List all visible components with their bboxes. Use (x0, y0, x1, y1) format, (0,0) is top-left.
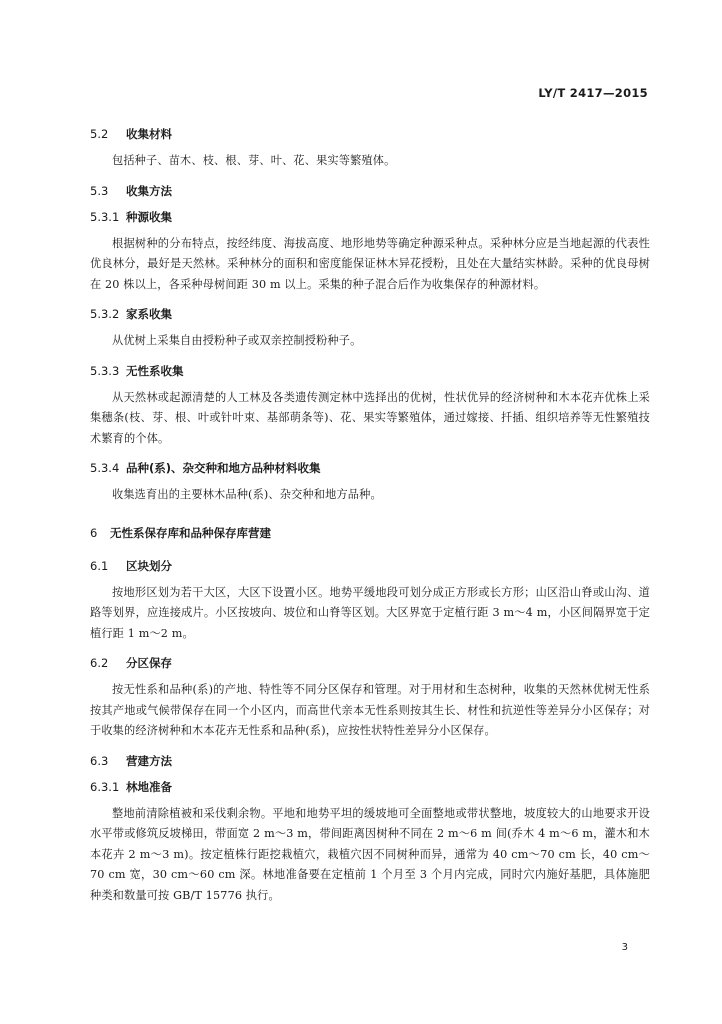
paragraph: 从优树上采集自由授粉种子或双亲控制授粉种子。 (112, 334, 362, 347)
section-number: 5.2 (90, 127, 109, 141)
section-title: 收集方法 (126, 183, 172, 198)
paragraph: 包括种子、苗木、枝、根、芽、叶、花、果实等繁殖体。 (112, 154, 396, 167)
paragraph: 根据树种的分布特点，按经纬度、海拔高度、地形地势等确定种源采种点。采种林分应是当地起源的代表性优良林分，最好是天然林。采种林分的面积和密度能保证林木异花授粉，且处在大量结实林龄。采种的优良母树在 20 株以上，各采种母树间距 30 m 以上。采集的种子混合后作为收集保存的种源材料。 (90, 236, 650, 291)
section-number: 5.3 (90, 183, 109, 198)
body-content (90, 126, 650, 906)
section-number: 5.3.1 (90, 209, 120, 224)
section-title: 区块划分 (126, 558, 172, 573)
section-number: 6.3 (90, 753, 109, 768)
section-number: 6.3.1 (90, 779, 120, 794)
chapter-heading-6 (90, 525, 650, 541)
section-title: 林地准备 (126, 779, 172, 794)
section-heading-5-3-2 (90, 306, 650, 322)
section-title: 种源收集 (126, 209, 172, 224)
section-title: 家系收集 (126, 307, 172, 321)
section-heading-5-3-4 (90, 460, 650, 476)
paragraph: 按无性系和品种(系)的产地、特性等不同分区保存和管理。对于用材和生态树种，收集的天然林优树无性系按其产地或气候带保存在同一个小区内，而高世代亲本无性系则按其生长、材性和抗逆性等差异分小区保存；对于收集的经济树种和木本花卉无性系和品种(系)，应按性状特性差异分小区保存。 (90, 683, 650, 737)
chapter-title: 无性系保存库和品种保存库营建 (110, 525, 271, 540)
section-heading-6-3-1 (90, 779, 650, 795)
section-heading-5-3-3 (90, 363, 650, 379)
paragraph: 从天然林或起源清楚的人工林及各类遗传测定林中选择出的优树，性状优异的经济树种和木本花卉优株上采集穗条(枝、芽、根、叶或针叶束、基部萌条等)、花、果实等繁殖体，通过嫁接、扦插、组织培养等无性繁殖技术繁育的个体。 (90, 390, 650, 445)
section-heading-6-1 (90, 558, 650, 574)
section-number: 6.1 (90, 558, 109, 573)
section-title: 分区保存 (126, 656, 172, 670)
section-heading-6-2 (90, 655, 650, 671)
section-number: 6.2 (90, 656, 109, 670)
chapter-number: 6 (90, 525, 98, 540)
section-number: 5.3.4 (90, 461, 120, 475)
section-title: 无性系收集 (126, 363, 184, 378)
section-title: 营建方法 (126, 753, 172, 768)
section-number: 5.3.3 (90, 363, 120, 378)
section-number: 5.3.2 (90, 307, 120, 321)
standard-code: LY/T 2417—2015 (538, 86, 648, 100)
paragraph: 收集选育出的主要林木品种(系)、杂交种和地方品种。 (112, 488, 382, 501)
page-number: 3 (621, 942, 628, 953)
section-heading-5-3 (90, 183, 650, 199)
section-heading-5-2 (90, 126, 650, 142)
paragraph: 整地前清除植被和采伐剩余物。平地和地势平坦的缓坡地可全面整地或带状整地，坡度较大的山地要求开设水平带或修筑反坡梯田，带面宽 2 m～3 m，带间距离因树种不同在 2 m～6 m 间(乔木 4 m～6 m，灌木和木本花卉 2 m～3 m)。按定植株行距挖栽植穴，栽植穴因不同树种而异，通常为 40 cm～70 cm 长，40 cm～70 cm 宽，30 cm～60 cm 深。林地准备要在定植前 1 个月至 3 个月内完成，同时穴内施好基肥，具体施肥种类和数量可按 GB/T 15776 执行。 (90, 806, 650, 902)
section-heading-6-3 (90, 753, 650, 769)
section-heading-5-3-1 (90, 209, 650, 225)
section-title: 品种(系)、杂交种和地方品种材料收集 (126, 461, 321, 475)
paragraph: 按地形区划为若干大区，大区下设置小区。地势平缓地段可划分成正方形或长方形；山区沿山脊或山沟、道路等划界，应连接成片。小区按坡向、坡位和山脊等区划。大区界宽于定植行距 3 m～4 m，小区间隔界宽于定植行距 1 m～2 m。 (90, 585, 650, 640)
section-title: 收集材料 (126, 127, 172, 141)
